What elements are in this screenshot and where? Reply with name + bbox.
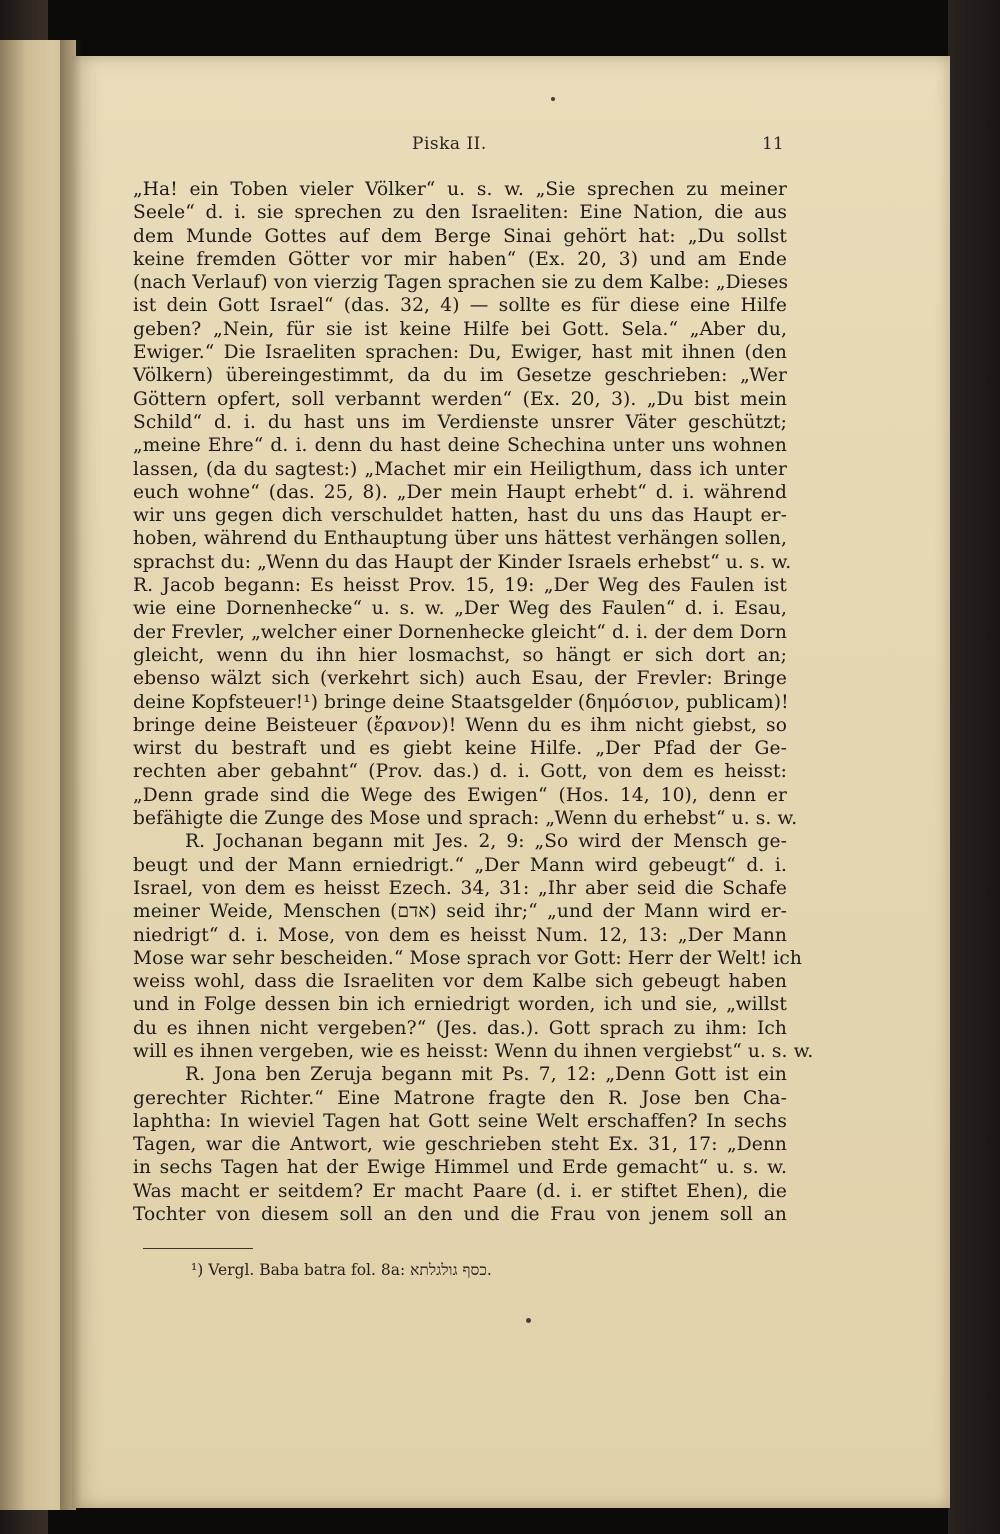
text-line: rechten aber gebahnt“ (Prov. das.) d. i. Gott, von dem es heisst: <box>133 761 787 783</box>
text-line: geben? „Nein, für sie ist keine Hilfe bei Gott. Sela.“ „Aber du, <box>133 318 787 340</box>
text-line: ebenso wälzt sich (verkehrt sich) auch Esau, der Frevler: Bringe <box>133 668 787 690</box>
text-line: Israel, von dem es heisst Ezech. 34, 31: „Ihr aber seid die Schafe <box>133 877 787 899</box>
text-line: weiss wohl, dass die Israeliten vor dem Kalbe sich gebeugt haben <box>133 971 787 993</box>
text-line: Völkern) übereingestimmt, da du im Gesetze geschrieben: „Wer <box>133 365 787 387</box>
text-line: wirst du bestraft und es giebt keine Hilfe. „Der Pfad der Ge- <box>133 738 787 760</box>
text-line: Ewiger.“ Die Israeliten sprachen: Du, Ewiger, hast mit ihnen (den <box>133 342 787 364</box>
text-line: R. Jacob begann: Es heisst Prov. 15, 19: „Der Weg des Faulen ist <box>133 575 787 597</box>
text-line: beugt und der Mann erniedrigt.“ „Der Mann wird gebeugt“ d. i. <box>133 854 787 876</box>
footnote-rule <box>143 1248 253 1249</box>
text-line: hoben, während du Enthauptung über uns hättest verhängen sollen, <box>133 528 787 550</box>
text-line: R. Jochanan begann mit Jes. 2, 9: „So wird der Mensch ge- <box>185 831 787 853</box>
text-line: Seele“ d. i. sie sprechen zu den Israeliten: Eine Nation, die aus <box>133 202 787 224</box>
text-line: ist dein Gott Israel“ (das. 32, 4) — sollte es für diese eine Hilfe <box>133 295 787 317</box>
text-line: niedrigt“ d. i. Mose, von dem es heisst Num. 12, 13: „Der Mann <box>133 924 787 946</box>
paper-speck <box>526 1318 531 1323</box>
text-line: deine Kopfsteuer!¹) bringe deine Staatsgelder (δημόσιον, publicam)! <box>133 691 789 713</box>
text-line: „Ha! ein Toben vieler Völker“ u. s. w. „Sie sprechen zu meiner <box>133 179 787 200</box>
text-line: laphtha: In wieviel Tagen hat Gott seine Welt erschaffen? In sechs <box>133 1110 787 1132</box>
text-line: Göttern opfert, soll verbannt werden“ (Ex. 20, 3). „Du bist mein <box>133 388 787 410</box>
text-line: Was macht er seitdem? Er macht Paare (d. i. er stiftet Ehen), die <box>133 1180 787 1202</box>
text-line: will es ihnen vergeben, wie es heisst: Wenn du ihnen vergiebst“ u. s. w. <box>133 1040 814 1062</box>
text-line: du es ihnen nicht vergeben?“ (Jes. das.). Gott sprach zu ihm: Ich <box>133 1017 787 1039</box>
text-line: befähigte die Zunge des Mose und sprach: „Wenn du erhebst“ u. s. w. <box>133 808 798 830</box>
running-title: Piska II. <box>412 134 487 154</box>
text-line: bringe deine Beisteuer (ἔρανον)! Wenn du es ihm nicht giebst, so <box>133 714 787 736</box>
paper-speck <box>551 97 555 101</box>
text-line: lassen, (da du sagtest:) „Machet mir ein Heiligthum, dass ich unter <box>133 458 787 480</box>
main-text-block <box>133 178 814 1226</box>
text-line: (nach Verlauf) von vierzig Tagen sprachen sie zu dem Kalbe: „Dieses <box>133 272 789 294</box>
text-line: euch wohne“ (das. 25, 8). „Der mein Haupt erhebt“ d. i. während <box>133 481 787 503</box>
text-line: keine fremden Götter vor mir haben“ (Ex. 20, 3) und am Ende <box>133 248 787 270</box>
page-number: 11 <box>762 134 784 154</box>
text-line: wir uns gegen dich verschuldet hatten, hast du uns das Haupt er- <box>133 505 787 527</box>
text-line: „meine Ehre“ d. i. denn du hast deine Schechina unter uns wohnen <box>133 435 787 457</box>
text-line: dem Munde Gottes auf dem Berge Sinai gehört hat: „Du sollst <box>133 225 787 247</box>
text-line: wie eine Dornenhecke“ u. s. w. „Der Weg des Faulen“ d. i. Esau, <box>133 598 787 620</box>
text-line: gleicht, wenn du ihn hier losmachst, so hängt er sich dort an; <box>133 644 787 666</box>
text-line: der Frevler, „welcher einer Dornenhecke gleicht“ d. i. der dem Dorn <box>133 621 787 643</box>
text-line: R. Jona ben Zeruja begann mit Ps. 7, 12: „Denn Gott ist ein <box>185 1064 787 1086</box>
book-cover-right <box>948 0 1000 1534</box>
page-gutter-shadow <box>60 40 82 1510</box>
text-line: Schild“ d. i. du hast uns im Verdienste unsrer Väter geschützt; <box>133 411 787 433</box>
footnote: ¹) Vergl. Baba batra fol. 8a: כסף גולגלתא. <box>191 1261 492 1279</box>
text-line: meiner Weide, Menschen (אדם) seid ihr;“ „und der Mann wird er- <box>133 901 787 923</box>
text-line: und in Folge dessen bin ich erniedrigt worden, ich und sie, „willst <box>133 994 787 1016</box>
text-line: in sechs Tagen hat der Ewige Himmel und Erde gemacht“ u. s. w. <box>133 1157 787 1179</box>
text-line: gerechter Richter.“ Eine Matrone fragte den R. Jose ben Cha- <box>133 1087 787 1109</box>
text-line: sprachst du: „Wenn du das Haupt der Kinder Israels erhebst“ u. s. w. <box>133 551 792 573</box>
text-line: „Denn grade sind die Wege des Ewigen“ (Hos. 14, 10), denn er <box>133 784 787 806</box>
text-line: Mose war sehr bescheiden.“ Mose sprach vor Gott: Herr der Welt! ich <box>133 947 802 969</box>
text-line: Tagen, war die Antwort, wie geschrieben steht Ex. 31, 17: „Denn <box>133 1134 787 1156</box>
text-line: Tochter von diesem soll an den und die Frau von jenem soll an <box>133 1204 787 1226</box>
